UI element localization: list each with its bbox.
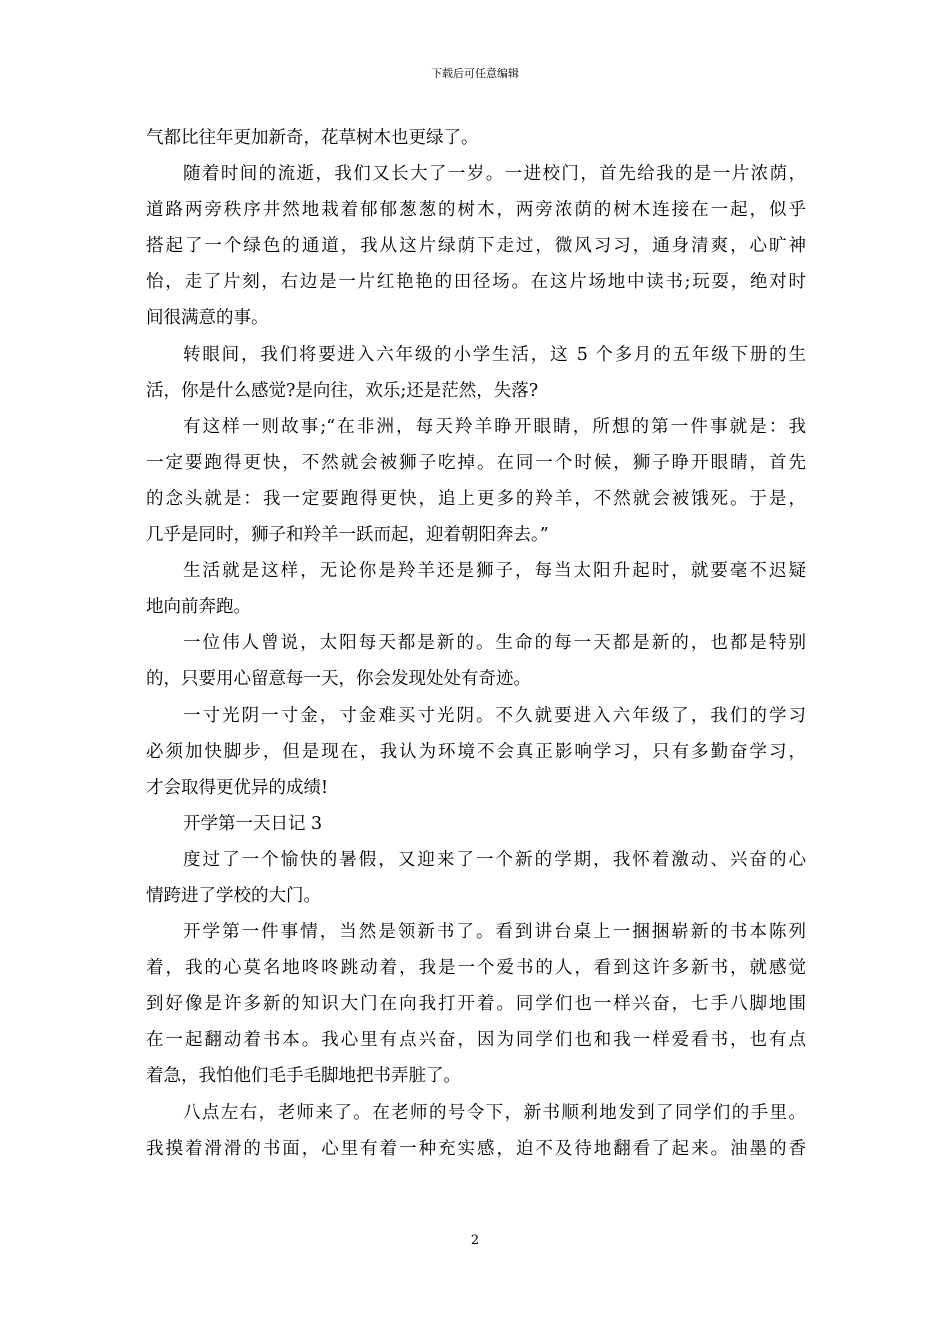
text-line: 间很满意的事。 [146, 308, 269, 329]
document-body [146, 120, 806, 1167]
text-line: 开学第一件事情，当然是领新书了。看到讲台桌上一捆捆崭新的书本陈列 [183, 922, 806, 943]
text-line: 的念头就是：我一定要跑得更快，追上更多的羚羊，不然就会被饿死。于是， [146, 488, 806, 509]
text-line: 搭起了一个绿色的通道，我从这片绿荫下走过，微风习习，通身清爽，心旷神 [146, 236, 806, 257]
text-line: 在一起翻动着书本。我心里有点兴奋，因为同学们也和我一样爱看书，也有点 [146, 1030, 806, 1051]
text-line: 一寸光阴一寸金，寸金难买寸光阴。不久就要进入六年级了，我们的学习 [183, 705, 806, 726]
text-line: 着急，我怕他们毛手毛脚地把书弄脏了。 [146, 1066, 461, 1087]
text-line: 有这样一则故事;“在非洲，每天羚羊睁开眼睛，所想的第一件事就是：我 [183, 416, 806, 437]
text-line: 怡，走了片刻，右边是一片红艳艳的田径场。在这片场地中读书;玩耍，绝对时 [146, 272, 806, 293]
text-line: 着，我的心莫名地咚咚跳动着，我是一个爱书的人，看到这许多新书，就感觉 [146, 958, 806, 979]
text-line: 随着时间的流逝，我们又长大了一岁。一进校门，首先给我的是一片浓荫， [183, 164, 806, 185]
text-line: 道路两旁秩序井然地栽着郁郁葱葱的树木，两旁浓荫的树木连接在一起，似乎 [146, 200, 806, 221]
text-line: 气都比往年更加新奇，花草树木也更绿了。 [146, 128, 479, 148]
text-line: 才会取得更优异的成绩! [146, 777, 329, 798]
text-line: 必须加快脚步，但是现在，我认为环境不会真正影响学习，只有多勤奋学习， [146, 741, 806, 762]
text-line: 度过了一个愉快的暑假，又迎来了一个新的学期，我怀着激动、兴奋的心 [183, 849, 806, 870]
text-line: 转眼间，我们将要进入六年级的小学生活，这 5 个多月的五年级下册的生 [183, 344, 806, 365]
text-line: 八点左右，老师来了。在老师的号令下，新书顺利地发到了同学们的手里。 [183, 1102, 806, 1123]
text-line: 我摸着滑滑的书面，心里有着一种充实感，迫不及待地翻看了起来。油墨的香 [146, 1138, 806, 1159]
text-line: 情跨进了学校的大门。 [146, 885, 321, 906]
text-line: 生活就是这样，无论你是羚羊还是狮子，每当太阳升起时，就要毫不迟疑 [183, 561, 806, 582]
text-line: 活，你是什么感觉?是向往，欢乐;还是茫然，失落? [146, 380, 539, 401]
text-line: 开学第一天日记 3 [183, 813, 323, 834]
text-line: 几乎是同时，狮子和羚羊一跃而起，迎着朝阳奔去。” [146, 525, 549, 546]
text-line: 一定要跑得更快，不然就会被狮子吃掉。在同一个时候，狮子睁开眼睛，首先 [146, 452, 806, 473]
page-header: 下载后可任意编辑 [431, 67, 519, 80]
text-line: 一位伟人曾说，太阳每天都是新的。生命的每一天都是新的，也都是特别 [183, 633, 806, 654]
text-line: 到好像是许多新的知识大门在向我打开着。同学们也一样兴奋，七手八脚地围 [146, 994, 806, 1015]
text-line: 的，只要用心留意每一天，你会发现处处有奇迹。 [146, 669, 531, 690]
page-number: 2 [470, 1233, 480, 1248]
text-line: 地向前奔跑。 [146, 597, 251, 618]
